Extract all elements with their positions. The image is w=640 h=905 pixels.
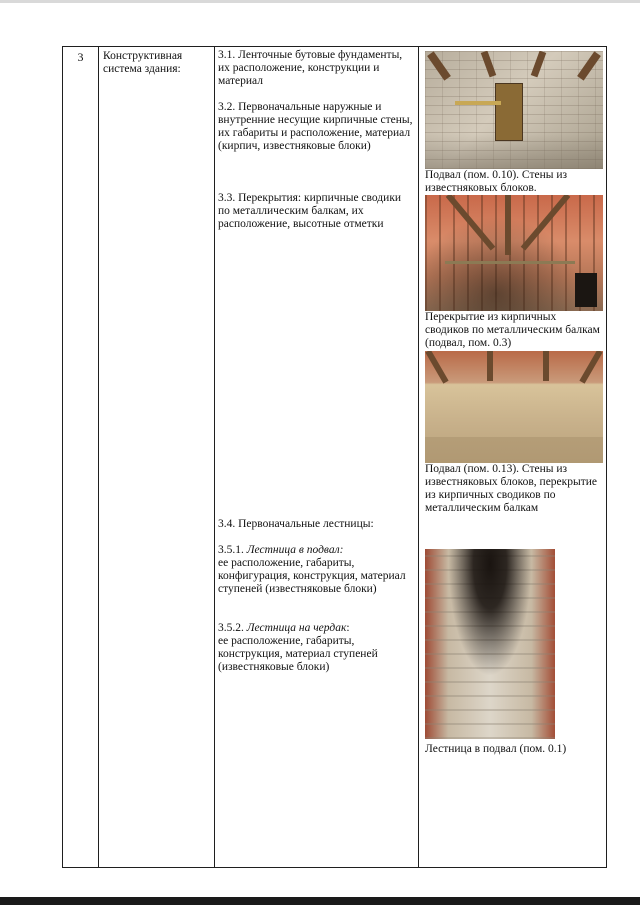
basement-photo-0-10 bbox=[425, 51, 603, 169]
item-3-1: 3.1. Ленточные бутовые фундаменты, их расположение, конструкции и материал bbox=[218, 49, 403, 87]
table-row bbox=[63, 47, 607, 868]
item-3-5-1 bbox=[218, 544, 415, 596]
photo-caption: Лестница в подвал (пом. 0.1) bbox=[425, 743, 567, 755]
item-3-5-1-text: ее расположение, габариты, конфигурация, конструкция, материал ступеней (известняковые блоки) bbox=[218, 557, 406, 595]
item-3-5-2: 3.5.2. Лестница на чердак: ее расположение, габариты, конструкция, материал ступеней (известняковые блоки) bbox=[218, 622, 378, 673]
basement-photo-0-13 bbox=[425, 351, 603, 463]
staircase-photo-0-1 bbox=[425, 549, 555, 739]
item-3-5-2-text: ее расположение, габариты, конструкция, материал ступеней (известняковые блоки) bbox=[218, 635, 378, 673]
item-3-4: 3.4. Первоначальные лестницы: bbox=[218, 518, 374, 530]
item-3-5-1-number: 3.5.1. bbox=[218, 544, 244, 556]
page-bottom-edge bbox=[0, 897, 640, 905]
vaulted-ceiling-photo-0-3 bbox=[425, 195, 603, 311]
spec-table bbox=[62, 46, 607, 868]
requirements-cell bbox=[215, 47, 419, 868]
row-number: 3 bbox=[63, 47, 99, 868]
photo-caption: Подвал (пом. 0.13). Стены из известняковых блоков, перекрытие из кирпичных сводиков по металлическим балкам bbox=[425, 463, 598, 514]
item-3-5-2-title: Лестница на чердак bbox=[246, 622, 347, 634]
photo-caption: Перекрытие из кирпичных сводиков по металлическим балкам (подвал, пом. 0.3) bbox=[425, 311, 600, 349]
item-3-5-2-number: 3.5.2. bbox=[218, 622, 244, 634]
photo-caption: Подвал (пом. 0.10). Стены из известняковых блоков. bbox=[425, 169, 568, 194]
page-top-edge bbox=[0, 0, 640, 3]
item-3-2: 3.2. Первоначальные наружные и внутренние несущие кирпичные стены, их габариты и расположение, материал (кирпич, известняковые блоки) bbox=[218, 101, 413, 152]
photos-cell bbox=[419, 47, 607, 868]
item-3-5-1-title: Лестница в подвал: bbox=[246, 544, 344, 556]
item-3-3: 3.3. Перекрытия: кирпичные сводики по металлическим балкам, их расположение, высотные отметки bbox=[218, 192, 402, 230]
structural-system-label: Конструктивная система здания: bbox=[99, 47, 215, 868]
